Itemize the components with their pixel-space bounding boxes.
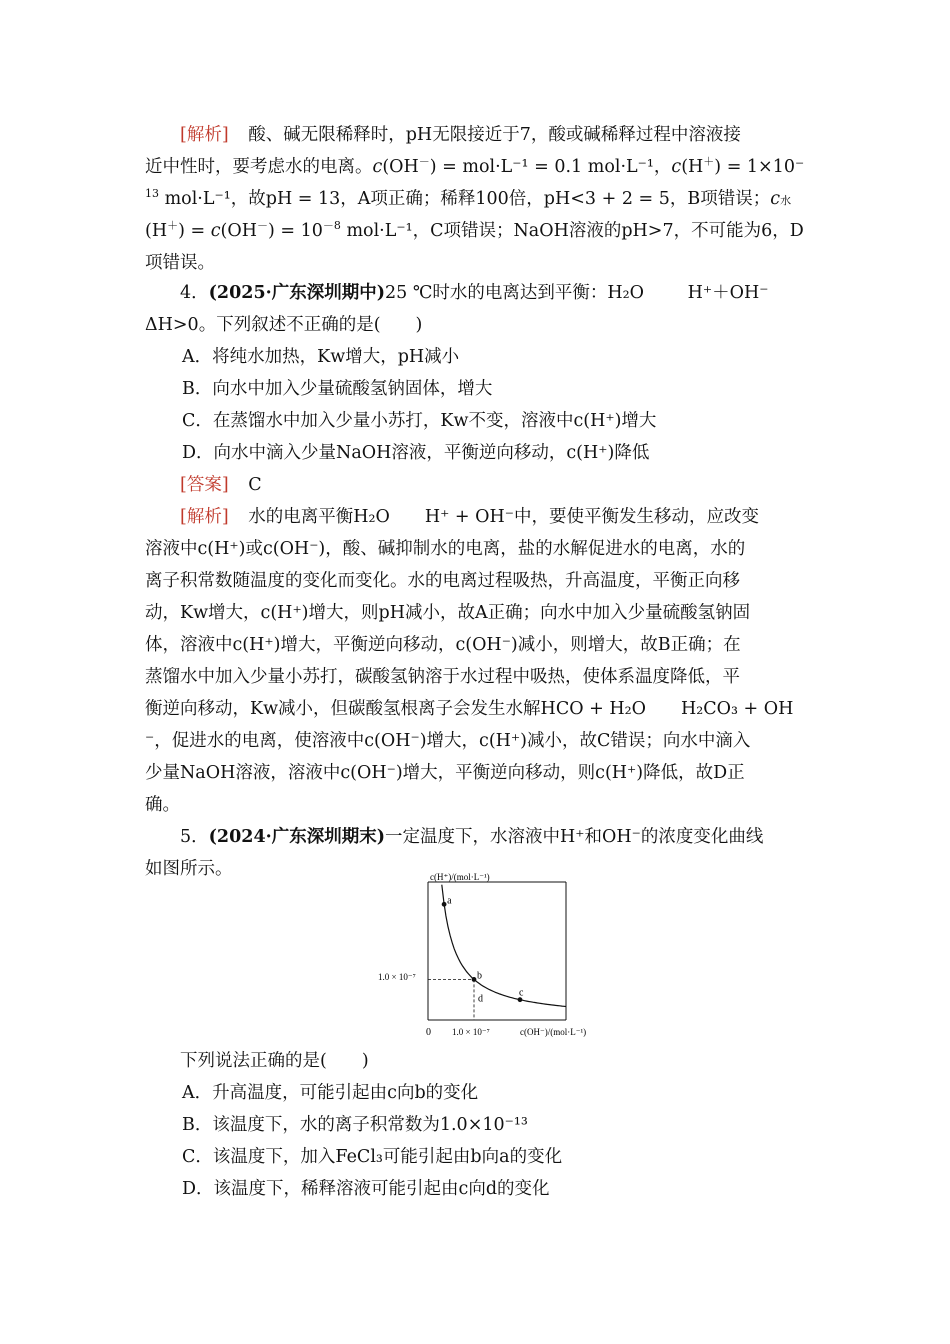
analysis3-line3: $^{13}$ mol·L⁻¹，故pH = 13，A项正确；稀释100倍，pH<3 + 2 = 5，B项错误；c水 xyxy=(145,187,792,209)
point-label-d: d xyxy=(478,993,483,1005)
question-4-answer xyxy=(180,474,262,496)
answer-value: C xyxy=(248,475,262,495)
question-5-option-b: B．该温度下，水的离子积常数为1.0×10⁻¹³ xyxy=(182,1115,528,1135)
point-b xyxy=(472,977,477,982)
analysis3-line1: [解析] 酸、碱无限稀释时，pH无限接近于7，酸或碱稀释过程中溶液接 xyxy=(180,125,741,145)
question-4-option-a: A．将纯水加热，Kw增大，pH减小 xyxy=(182,347,460,367)
y-axis-label: c(H⁺)/(mol·L⁻¹) xyxy=(430,872,490,882)
question-5-option-c: C．该温度下，加入FeCl₃可能引起由b向a的变化 xyxy=(182,1147,563,1167)
question-4-analysis-line3: 离子积常数随温度的变化而变化。水的电离过程吸热，升高温度，平衡正向移 xyxy=(145,571,740,591)
point-label-a: a xyxy=(447,895,452,907)
ion-product-curve xyxy=(442,885,566,1007)
question-5-stem-line2: 如图所示。 xyxy=(145,859,233,879)
question-5-source: (2024·广东深圳期末) xyxy=(208,827,385,847)
question-5-stem-line1: 5．(2024·广东深圳期末)一定温度下，水溶液中H⁺和OH⁻的浓度变化曲线 xyxy=(180,827,764,847)
question-4-analysis-line1: [解析] 水的电离平衡H₂O H⁺ + OH⁻中，要使平衡发生移动，应改变 xyxy=(180,507,759,527)
question-4-source: (2025·广东深圳期中) xyxy=(208,283,385,303)
concentration-chart xyxy=(370,872,620,1040)
question-4-option-b: B．向水中加入少量硫酸氢钠固体，增大 xyxy=(182,379,493,399)
point-label-c: c xyxy=(519,987,524,999)
question-4-analysis-line4: 动，Kw增大，c(H⁺)增大，则pH减小，故A正确；向水中加入少量硫酸氢钠固 xyxy=(145,603,751,623)
analysis-tag: [解析] xyxy=(180,507,229,527)
question-4-analysis-line8: ⁻，促进水的电离，使溶液中c(OH⁻)增大，c(H⁺)减小，故C错误；向水中滴入 xyxy=(145,731,751,751)
question-4-analysis-line5: 体，溶液中c(H⁺)增大，平衡逆向移动，c(OH⁻)减小，则增大，故B正确；在 xyxy=(145,635,741,655)
analysis3-line4: $(H^+) = c(OH^-) = 10^{-8}$ mol·L⁻¹，C项错误；NaOH溶液的pH>7，不可能为6，D xyxy=(145,219,804,241)
question-4-analysis-line6: 蒸馏水中加入少量小苏打，碳酸氢钠溶于水过程中吸热，使体系温度降低，平 xyxy=(145,667,740,687)
question-4-stem-line1: 4．(2025·广东深圳期中)25 ℃时水的电离达到平衡：H₂O H⁺＋OH⁻ xyxy=(180,283,769,303)
question-4-option-c: C．在蒸馏水中加入少量小苏打，Kw不变，溶液中c(H⁺)增大 xyxy=(182,411,657,431)
x-axis-label: c(OH⁻)/(mol·L⁻¹) xyxy=(520,1027,587,1037)
question-4-analysis-line9: 少量NaOH溶液，溶液中c(OH⁻)增大，平衡逆向移动，则c(H⁺)降低，故D正 xyxy=(145,763,745,783)
origin-label: 0 xyxy=(426,1027,431,1038)
question-4-analysis-line2: 溶液中c(H⁺)或c(OH⁻)，酸、碱抑制水的电离，盐的水解促进水的电离，水的 xyxy=(145,539,746,559)
question-4-analysis-line10: 确。 xyxy=(145,795,180,815)
question-4-stem-line2: ΔH>0。下列叙述不正确的是( ) xyxy=(145,315,423,335)
y-tick-label: 1.0 × 10⁻⁷ xyxy=(378,972,416,982)
analysis3-line2: 近中性时，要考虑水的电离。c(OH－) = mol·L⁻¹ = 0.1 mol·L⁻¹，c(H＋) = 1×10⁻ xyxy=(145,155,805,177)
question-5-option-a: A．升高温度，可能引起由c向b的变化 xyxy=(182,1083,479,1103)
point-label-b: b xyxy=(477,970,482,982)
question-5-option-d: D．该温度下，稀释溶液可能引起由c向d的变化 xyxy=(182,1179,550,1199)
analysis3-tag: [解析] xyxy=(180,125,229,145)
x-tick-label: 1.0 × 10⁻⁷ xyxy=(452,1027,490,1037)
question-4-analysis-line7: 衡逆向移动，Kw减小，但碳酸氢根离子会发生水解HCO + H₂O H₂CO₃ + OH xyxy=(145,699,794,719)
point-a xyxy=(442,902,447,907)
answer-tag: [答案] xyxy=(180,475,229,495)
question-4-option-d: D．向水中滴入少量NaOH溶液，平衡逆向移动，c(H⁺)降低 xyxy=(182,443,650,463)
question-5-prompt: 下列说法正确的是( ) xyxy=(180,1051,369,1071)
analysis3-line5: 项错误。 xyxy=(145,253,215,273)
